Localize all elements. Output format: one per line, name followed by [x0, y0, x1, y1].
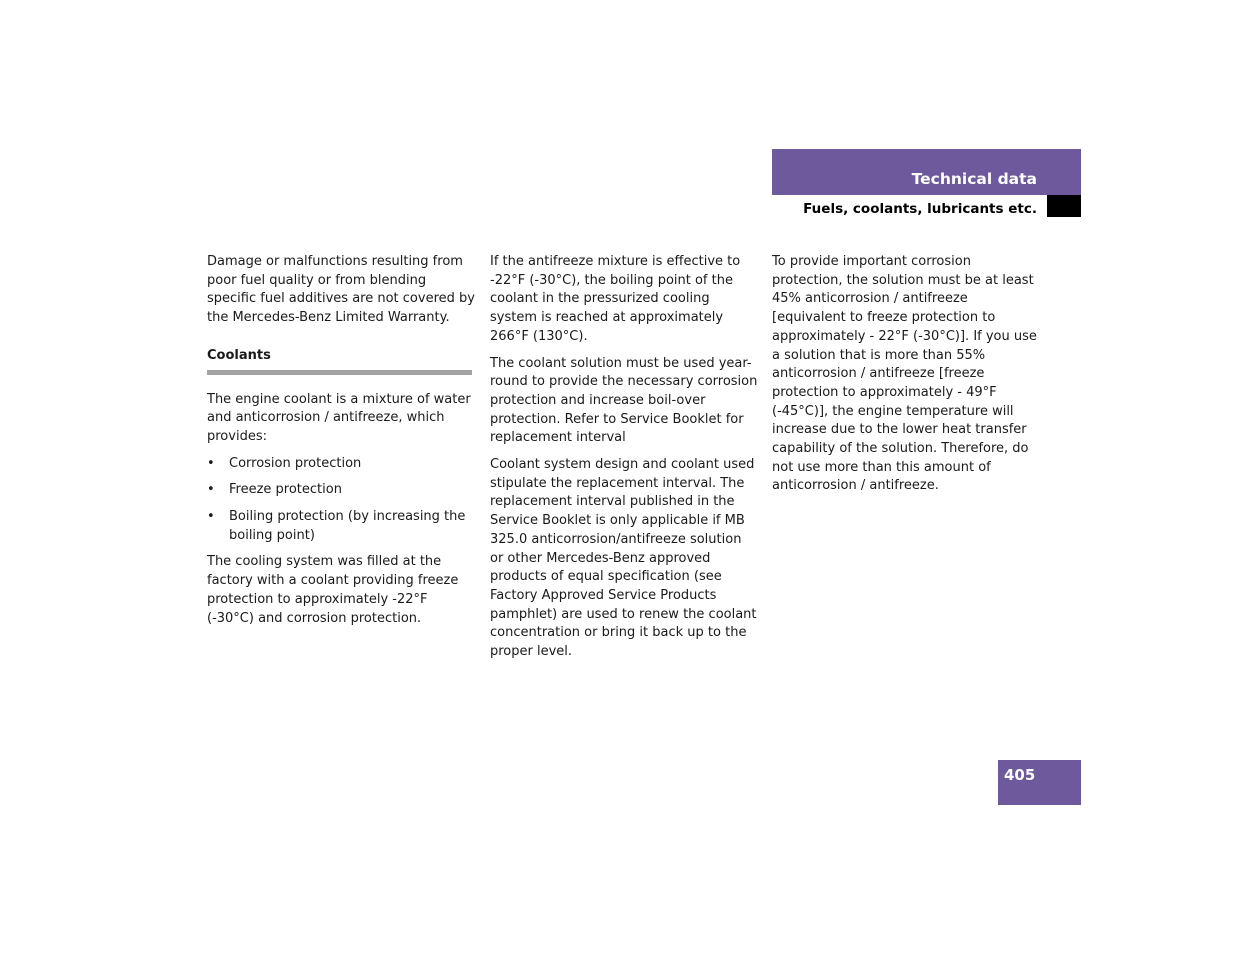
list-item — [207, 455, 475, 474]
text-column-middle — [490, 253, 758, 670]
list-item-text: Corrosion protection — [229, 455, 362, 471]
boiling-point-paragraph: If the antifreeze mixture is effective to -22°F (-30°C), the boiling point of the coolant in the pressurized cooling system is reached at approximately 266°F (130°C). — [490, 254, 741, 344]
list-item — [207, 508, 475, 545]
protection-list — [207, 455, 475, 546]
section-title: Technical data — [911, 170, 1037, 188]
coolants-heading: Coolants — [207, 347, 271, 363]
corrosion-protection-paragraph: To provide important corrosion protection, the solution must be at least 45% anticorrosion / antifreeze [equivalent to freeze protection to approximately - 22°F (-30°C)]. If you use a solution that is more than 55% anticorrosion / antifreeze [freeze protection to approximately - 49°F (-45°C)], the engine temperature will increase due to the lower heat transfer capability of the solution. Therefore, do not use more than this amount of anticorrosion / antifreeze. — [772, 254, 1037, 494]
warranty-paragraph: Damage or malfunctions resulting from poor fuel quality or from blending specific fuel additives are not covered by the Mercedes-Benz Limited Warranty. — [207, 254, 475, 326]
page-number: 405 — [1004, 766, 1036, 784]
section-header-band — [772, 149, 1081, 195]
list-item — [207, 481, 475, 500]
text-column-left — [207, 253, 475, 636]
bullet-icon: • — [207, 482, 215, 498]
bullet-icon: • — [207, 455, 215, 471]
page-number-box — [998, 760, 1081, 805]
factory-fill-paragraph: The cooling system was filled at the factory with a coolant providing freeze protection to approximately -22°F (-30°C) and corrosion protection. — [207, 554, 459, 626]
section-subtitle: Fuels, coolants, lubricants etc. — [803, 201, 1037, 217]
list-item-text: Boiling protection (by increasing the boiling point) — [229, 509, 466, 543]
coolant-mixture-paragraph: The engine coolant is a mixture of water and anticorrosion / antifreeze, which provides: — [207, 391, 471, 444]
year-round-paragraph: The coolant solution must be used year-round to provide the necessary corrosion protection and increase boil-over protection. Refer to Service Booklet for replacement interval — [490, 355, 758, 446]
header-marker-block — [1047, 195, 1081, 217]
list-item-text: Freeze protection — [229, 482, 342, 498]
bullet-icon: • — [207, 509, 215, 525]
heading-rule — [207, 370, 472, 375]
replacement-interval-paragraph: Coolant system design and coolant used stipulate the replacement interval. The replacement interval published in the Service Booklet is only applicable if MB 325.0 anticorrosion/antifreeze solution or other Mercedes-Benz approved products of equal specification (see Factory Approved Service Products pamphlet) are used to renew the coolant concentration or bring it back up to the proper level. — [490, 457, 757, 660]
text-column-right — [772, 253, 1040, 504]
